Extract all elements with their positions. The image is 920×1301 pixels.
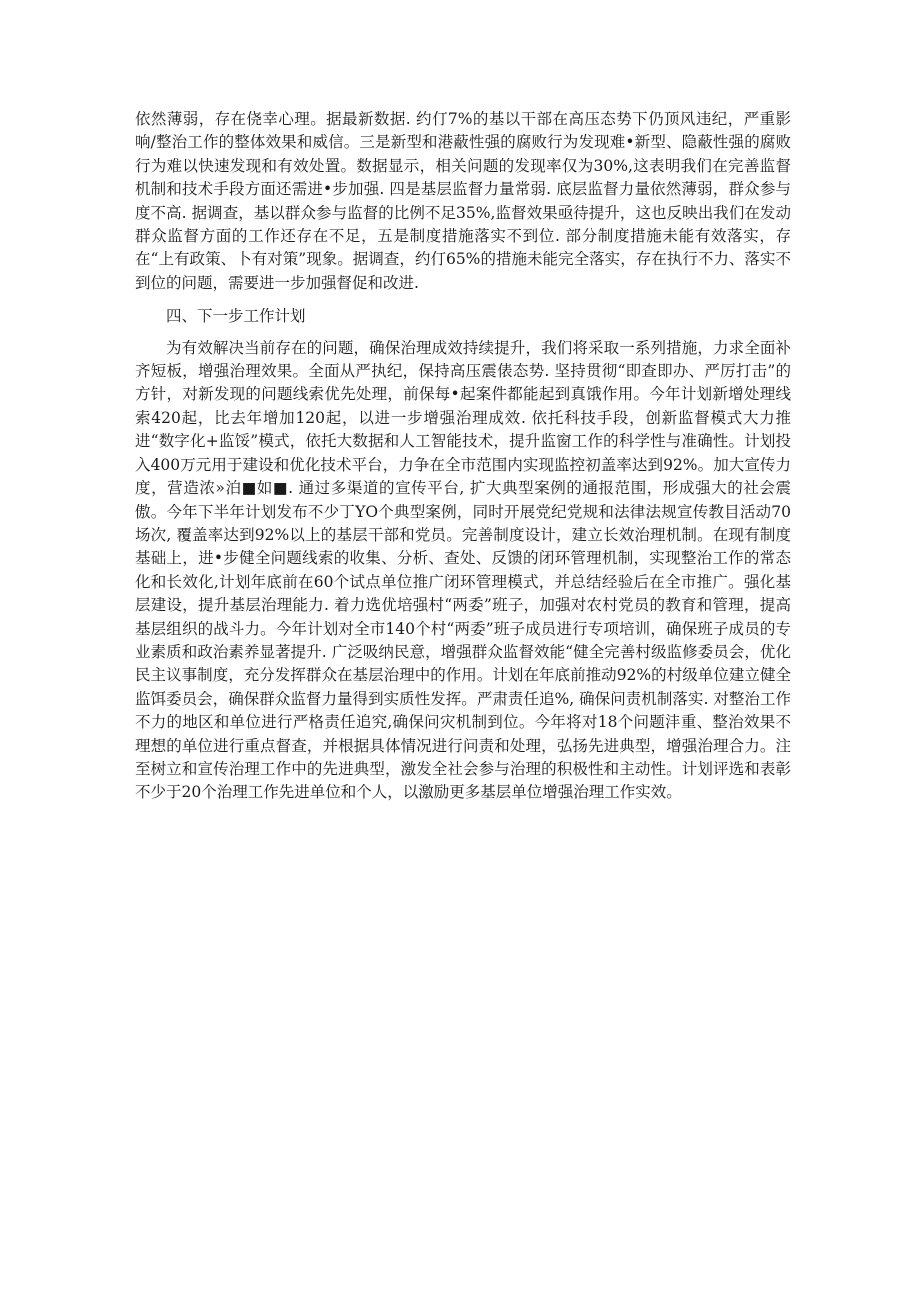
section-heading-next-steps: 四、下一步工作计划	[166, 307, 306, 326]
paragraph-work-plan: 为有效解决当前存在的问题，确保治理成效持续提升，我们将采取一系列措施，力求全面补齐短板，增强治理效果。全面从严执纪，保持高压震俵态势. 坚持贯彻“即查即办、严厉打击”的方针，对新发现的问题线索优先处理，前保每•起案件都能起到真饿作用。今年计划新增处理线索420起，比去年增加120起，以进一步增强治理成效. 依托科技手段，创新监督模式大力推进“数字化+监馁”模式，依托大数据和人工智能技术，提升监窗工作的科学性与准确性。计划投入400万元用于建设和优化技术平台，力争在全市范围内实现监控初盖率达到92%。加大宣传力度，营造浓»泊■如■. 通过多渠道的宣传平台, 扩大典型案例的通报范围，形成强大的社会震傲。今年下半年计划发布不少丁YO个典型案例，同时开展党纪党规和法律法规宣传教目活动70场次, 覆盖率达到92%以上的基层干部和党员。完善制度设计，建立长效治理机制。在现有制度基础上，进•步健全问题线索的收集、分析、查处、反馈的闭环管理机制，实现整治工作的常态化和长效化,计划年底前在60个试点单位推广闭环管理模式，并总结经验后在全市推广。强化基层建设，提升基层治理能力. 着力选优培强村“两委”班子，加强对农村党员的教育和管理，提高基层组织的战斗力。今年计划对全市140个村“两委”班子成员进行专项培训，确保班子成员的专业素质和政治素养显著提升. 广泛吸纳民意，增强群众监督效能“健全完善村级监修委员会，优化民主议事制度，充分发挥群众在基层治理中的作用。计划在年底前推动92%的村级单位建立健全监饵委员会，确保群众监督力量得到实质性发挥。严肃责任追%, 确保问责机制落实. 对整治工作不力的地区和单位进行严格责任追究,确保问灾机制到位。今年将对18个问题沣重、整治效果不理想的单位进行重点督查，并根据具体情况进行问责和处理，弘扬先进典型，增强治理合力。注至树立和宣传治理工作中的先进典型，激发全社会参与治理的积极性和主动性。计划评选和表彰不少于20个治理工作先进单位和个人，以激励更多基层单位增强治理工作实效。	[135, 338, 791, 802]
paragraph-problems-continued: 依然薄弱，存在侥幸心理。据最新数据. 约仃7%的基以干部在高压态势下仍顶风违纪，严重影响/整治工作的整体效果和威信。三是新型和港蔽性强的腐败行为发现难•新型、隐蔽性强的腐败行为难以快速发现和有效处置。数据显示，相关问题的发现率仅为30%,这表明我们在完善监督机制和技术手段方面还需进•步加强. 四是基层监督力量常弱. 底层监督力量依然薄弱，群众参与度不高. 据调查，基以群众参与监督的比例不足35%,监督效果亟待提升，这也反映出我们在发动群众监督方面的工作还存在不足，五是制度措施落实不到位. 部分制度措施未能有效落实，存在“上有政策、卜有对策”现象。据调查，约仃65%的措施未能完全落实，存在执行不力、落实不到位的问题，需要进一步加强督促和改进.	[135, 110, 791, 292]
document-page	[135, 108, 791, 805]
